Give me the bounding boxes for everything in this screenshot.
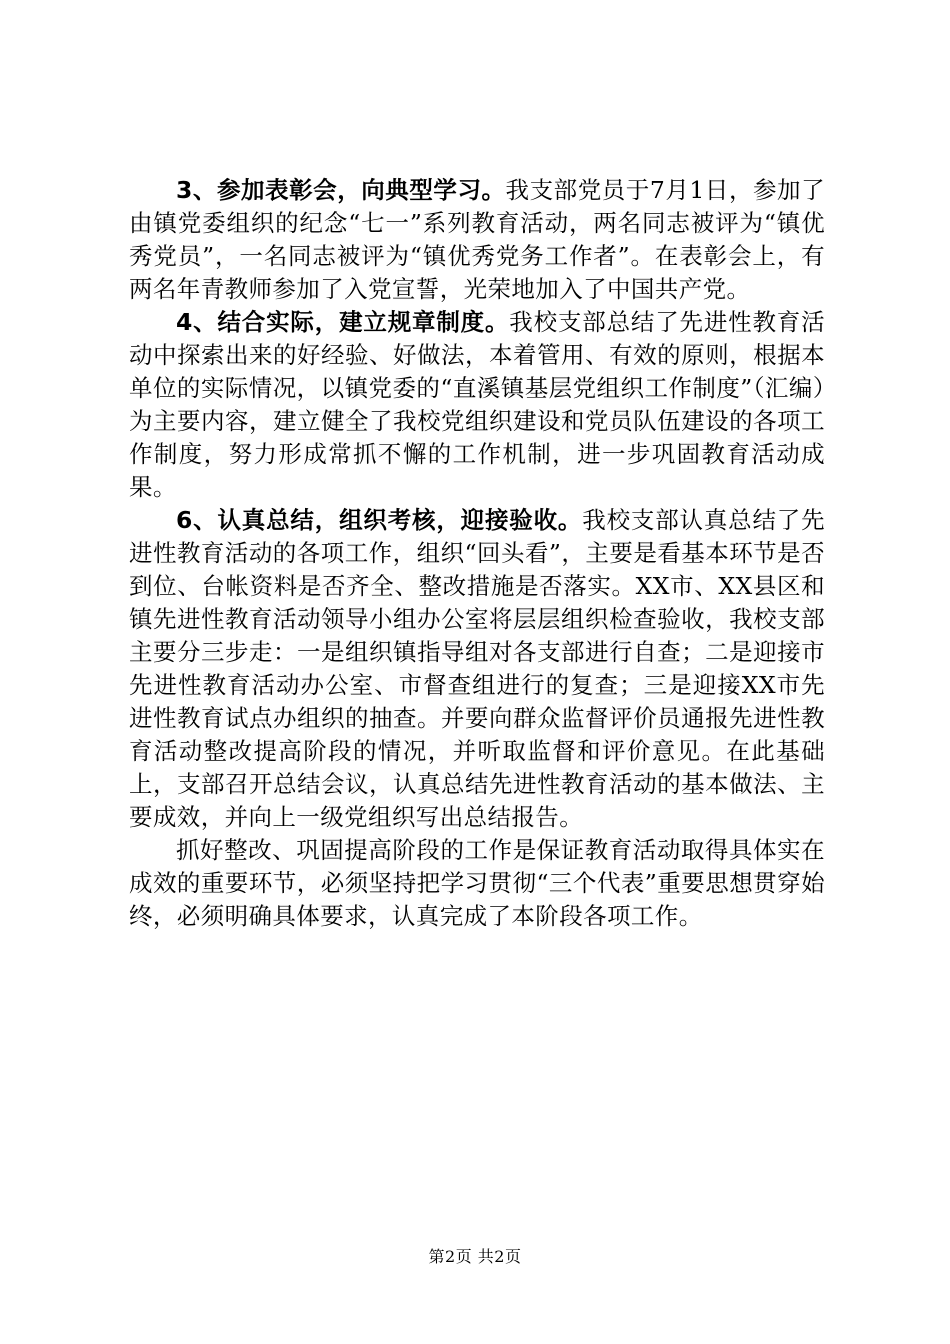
paragraph-text: 抓好整改、巩固提高阶段的工作是保证教育活动取得具体实在成效的重要环节，必须坚持把学习贯彻“三个代表”重要思想贯穿始终，必须明确具体要求，认真完成了本阶段各项工作。 xyxy=(129,836,825,930)
paragraph-awards-meeting xyxy=(129,174,825,306)
paragraph-text: 我校支部总结了先进性教育活动中探索出来的好经验、好做法，本着管用、有效的原则，根据本单位的实际情况，以镇党委的“直溪镇基层党组织工作制度”（汇编）为主要内容，建立健全了我校党组织建设和党员队伍建设的各项工作制度，努力形成常抓不懈的工作机制，进一步巩固教育活动成果。 xyxy=(129,308,826,501)
paragraph-heading: 4、结合实际，建立规章制度。 xyxy=(176,308,510,336)
document-body xyxy=(129,174,825,933)
paragraph-text: 我校支部认真总结了先进性教育活动的各项工作，组织“回头看”，主要是看基本环节是否到位、台帐资料是否齐全、整改措施是否落实。XX市、XX县区和镇先进性教育活动领导小组办公室将层层组织检查验收，我校支部主要分三步走：一是组织镇指导组对各支部进行自查；二是迎接市先进性教育活动办公室、市督查组进行的复查；三是迎接XX市先进性教育试点办组织的抽查。并要向群众监督评价员通报先进性教育活动整改提高阶段的情况，并听取监督和评价意见。在此基础上，支部召开总结会议，认真总结先进性教育活动的基本做法、主要成效，并向上一级党组织写出总结报告。 xyxy=(129,506,826,831)
paragraph-heading: 3、参加表彰会，向典型学习。 xyxy=(176,176,506,204)
paragraph-heading: 6、认真总结，组织考核，迎接验收。 xyxy=(176,506,583,534)
paragraph-rules-system xyxy=(129,306,825,504)
page-number-footer: 第2页 共2页 xyxy=(428,1247,522,1266)
paragraph-text: 我支部党员于7月1日，参加了由镇党委组织的纪念“七一”系列教育活动，两名同志被评为“镇优秀党员”，一名同志被评为“镇优秀党务工作者”。在表彰会上，有两名年青教师参加了入党宣誓，光荣地加入了中国共产党。 xyxy=(129,176,825,303)
paragraph-summary-review xyxy=(129,504,825,834)
paragraph-conclusion xyxy=(129,834,825,933)
